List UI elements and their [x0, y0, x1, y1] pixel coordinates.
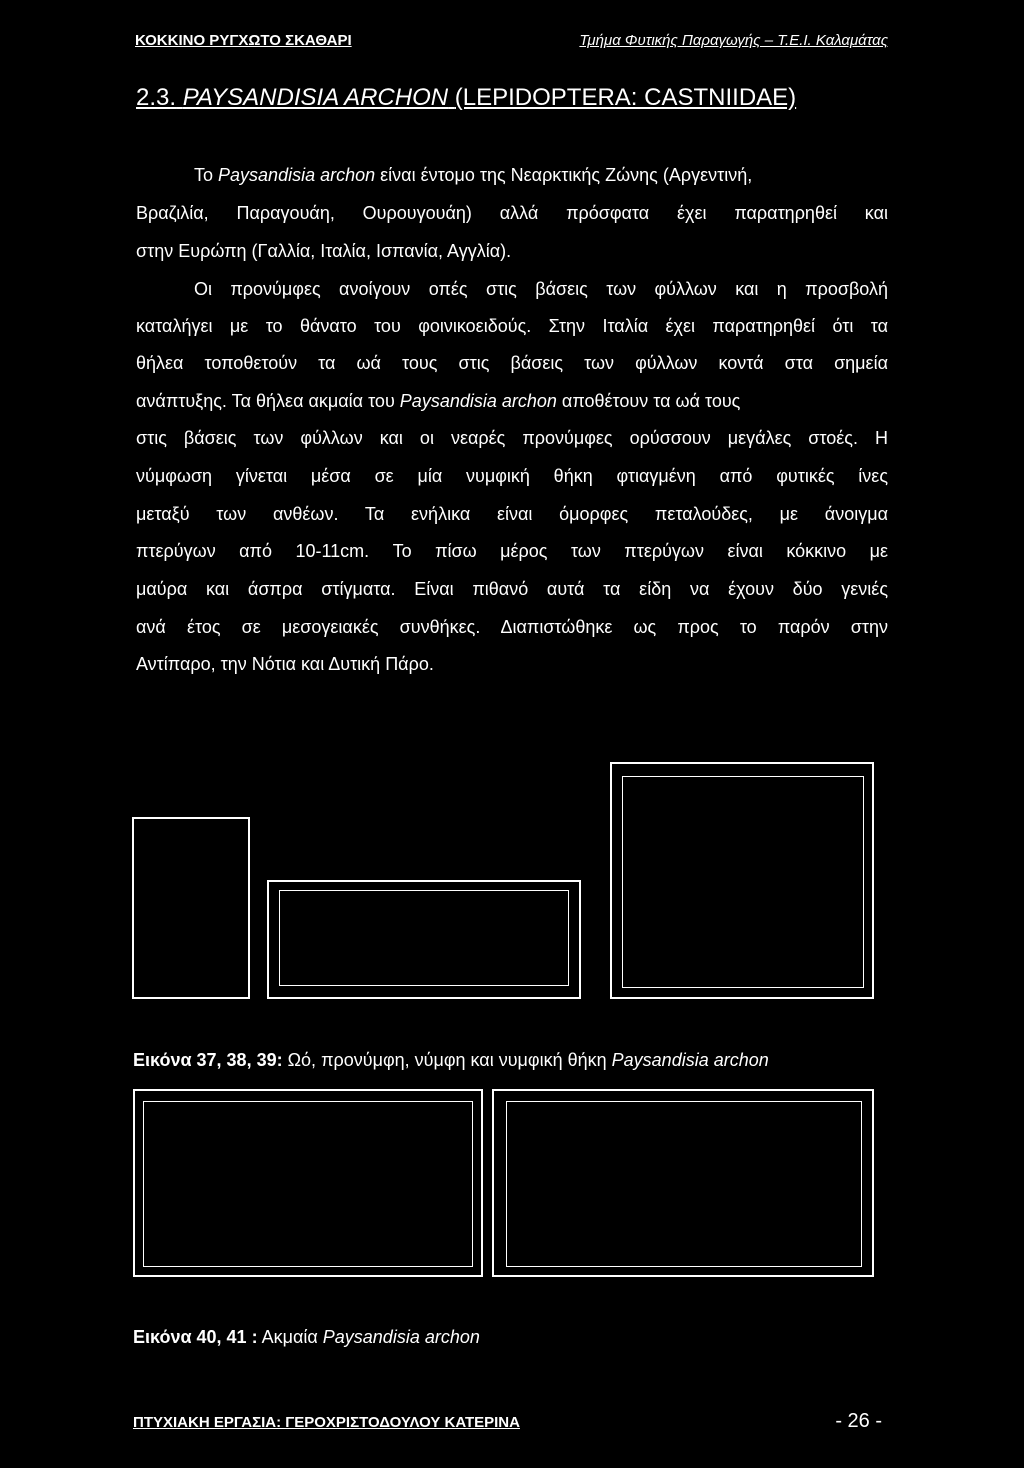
section-number: 2.3.	[136, 84, 177, 111]
body-line: ανά έτος σε μεσογειακές συνθήκες. Διαπιστώθηκε ως προς το παρόν στην	[136, 617, 888, 637]
body-line: μεταξύ των ανθέων. Τα ενήλικα είναι όμορφες πεταλούδες, με άνοιγμα	[136, 504, 888, 524]
page-number: - 26 -	[835, 1410, 882, 1432]
body-line: καταλήγει με το θάνατο του φοινικοειδούς. Στην Ιταλία έχει παρατηρηθεί ότι τα	[136, 316, 888, 336]
body-line: νύμφωση γίνεται μέσα σε μία νυμφική θήκη φτιαγμένη από φυτικές ίνες	[136, 466, 888, 486]
body-line: πτερύγων από 10-11cm. Το πίσω μέρος των πτερύγων είναι κόκκινο με	[136, 541, 888, 561]
body-line: στις βάσεις των φύλλων και οι νεαρές προνύμφες ορύσσουν μεγάλες στοές. Η	[136, 428, 888, 448]
body-line: ανάπτυξης. Τα θήλεα ακμαία του Paysandisia archon αποθέτουν τα ωά τους	[136, 391, 741, 411]
section-heading	[136, 84, 796, 112]
photo-inner-frame	[506, 1101, 862, 1267]
figure-caption-40-41: Εικόνα 40, 41 : Ακμαία Paysandisia archon	[133, 1327, 480, 1347]
figure-37-egg-photo	[132, 817, 250, 999]
photo-inner-frame	[279, 890, 569, 986]
body-line: Βραζιλία, Παραγουάη, Ουρουγουάη) αλλά πρόσφατα έχει παρατηρηθεί και	[136, 203, 888, 223]
body-line: Το Paysandisia archon είναι έντομο της Νεαρκτικής Ζώνης (Αργεντινή,	[194, 165, 753, 185]
body-line: Αντίπαρο, την Νότια και Δυτική Πάρο.	[136, 654, 434, 674]
body-line: μαύρα και άσπρα στίγματα. Είναι πιθανό αυτά τα είδη να έχουν δύο γενιές	[136, 579, 888, 599]
figure-caption-37-39: Εικόνα 37, 38, 39: Ωό, προνύμφη, νύμφη και νυμφική θήκη Paysandisia archon	[133, 1050, 769, 1070]
figure-40-adult-photo	[133, 1089, 483, 1277]
body-line: Οι προνύμφες ανοίγουν οπές στις βάσεις των φύλλων και η προσβολή	[194, 279, 888, 299]
body-line: στην Ευρώπη (Γαλλία, Ιταλία, Ισπανία, Αγγλία).	[136, 241, 512, 261]
running-header-title: ΚΟΚΚΙΝΟ ΡΥΓΧΩΤΟ ΣΚΑΘΑΡΙ	[135, 32, 352, 49]
running-header-department: Τμήμα Φυτικής Παραγωγής – Τ.Ε.Ι. Καλαμάτας	[579, 32, 888, 49]
footer-thesis-author: ΠΤΥΧΙΑΚΗ ΕΡΓΑΣΙΑ: ΓΕΡΟΧΡΙΣΤΟΔΟΥΛΟΥ ΚΑΤΕΡΙΝΑ	[133, 1414, 520, 1431]
section-title-species: PAYSANDISIA ARCHON	[182, 84, 449, 111]
figure-39-pupa-photo	[610, 762, 874, 999]
body-line: θήλεα τοποθετούν τα ωά τους στις βάσεις των φύλλων κοντά στα σημεία	[136, 353, 888, 373]
figure-41-adult-photo	[492, 1089, 874, 1277]
photo-inner-frame	[143, 1101, 473, 1267]
photo-inner-frame	[622, 776, 864, 988]
section-title-family: (LEPIDOPTERA: CASTNIIDAE)	[454, 84, 797, 111]
figure-38-larva-photo	[267, 880, 581, 999]
